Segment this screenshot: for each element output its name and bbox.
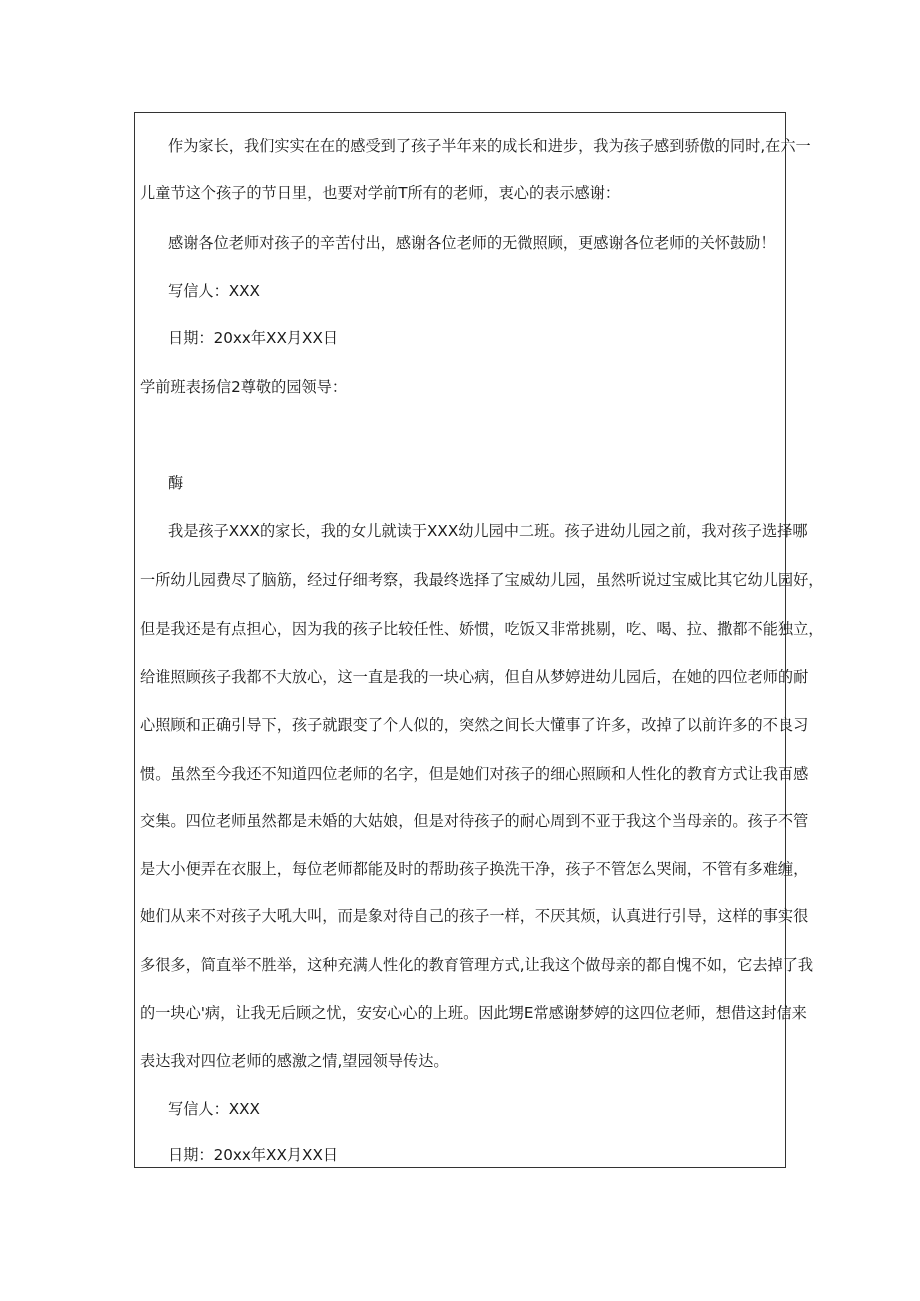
letter2-body-line: 多很多，简直举不胜举，这种充满人性化的教育管理方式,让我这个做母亲的都自愧不如，它去掉了我 [140, 956, 814, 974]
letter2-body-line: 表达我对四位老师的感激之情,望园领导传达。 [140, 1052, 449, 1070]
letter2-signer: 写信人：XXX [168, 1100, 260, 1118]
letter2-body-line: 是大小便弄在衣服上，每位老师都能及时的帮助孩子换洗干净，孩子不管怎么哭闹，不管有多难缠， [140, 860, 809, 878]
letter2-body-line: 她们从来不对孩子大吼大叫，而是象对待自己的孩子一样，不厌其烦，认真进行引导，这样的事实很 [140, 907, 809, 925]
letter1-paragraph1-line2: 儿童节这个孩子的节日里，也要对学前T所有的老师，衷心的表示感谢： [140, 184, 621, 202]
letter1-paragraph2: 感谢各位老师对孩子的辛苦付出，感谢各位老师的无微照顾，更感谢各位老师的关怀鼓励！ [168, 234, 776, 252]
letter1-date: 日期：20xx年XX月XX日 [168, 329, 339, 347]
letter2-body-line: 心照顾和正确引导下，孩子就跟变了个人似的，突然之间长大懂事了许多，改掉了以前许多的不良习 [140, 716, 809, 734]
letter2-body-line: 我是孩子XXX的家长，我的女儿就读于XXX幼儿园中二班。孩子进幼儿园之前，我对孩子选择哪 [168, 522, 808, 540]
letter2-body-line: 交集。四位老师虽然都是未婚的大姑娘，但是对待孩子的耐心周到不亚于我这个当母亲的。孩子不管 [140, 812, 809, 830]
letter1-paragraph1-line1: 作为家长，我们实实在在的感受到了孩子半年来的成长和进步，我为孩子感到骄傲的同时,在六一 [168, 137, 811, 155]
letter2-body-line: 惯。虽然至今我还不知道四位老师的名字，但是她们对孩子的细心照顾和人性化的教育方式让我百感 [140, 765, 809, 783]
letter2-date: 日期：20xx年XX月XX日 [168, 1146, 339, 1164]
letter1-signer: 写信人：XXX [168, 282, 260, 300]
letter2-salutation: 酶 [168, 474, 184, 492]
letter2-body-line: 但是我还是有点担心，因为我的孩子比较任性、娇惯，吃饭又非常挑剔，吃、喝、拉、撒都不能独立， [140, 620, 824, 638]
letter2-heading: 学前班表扬信2尊敬的园领导： [140, 378, 348, 396]
letter2-body-line: 给谁照顾孩子我都不大放心，这一直是我的一块心病，但自从梦婷进幼儿园后，在她的四位老师的耐 [140, 668, 809, 686]
letter2-body-line: 的一块心'病，让我无后顾之忧，安安心心的上班。因此甥E常感谢梦婷的这四位老师，想借这封信来 [140, 1004, 807, 1022]
letter2-body-line: 一所幼儿园费尽了脑筋，经过仔细考察，我最终选择了宝威幼儿园，虽然听说过宝威比其它幼儿园好， [140, 571, 824, 589]
